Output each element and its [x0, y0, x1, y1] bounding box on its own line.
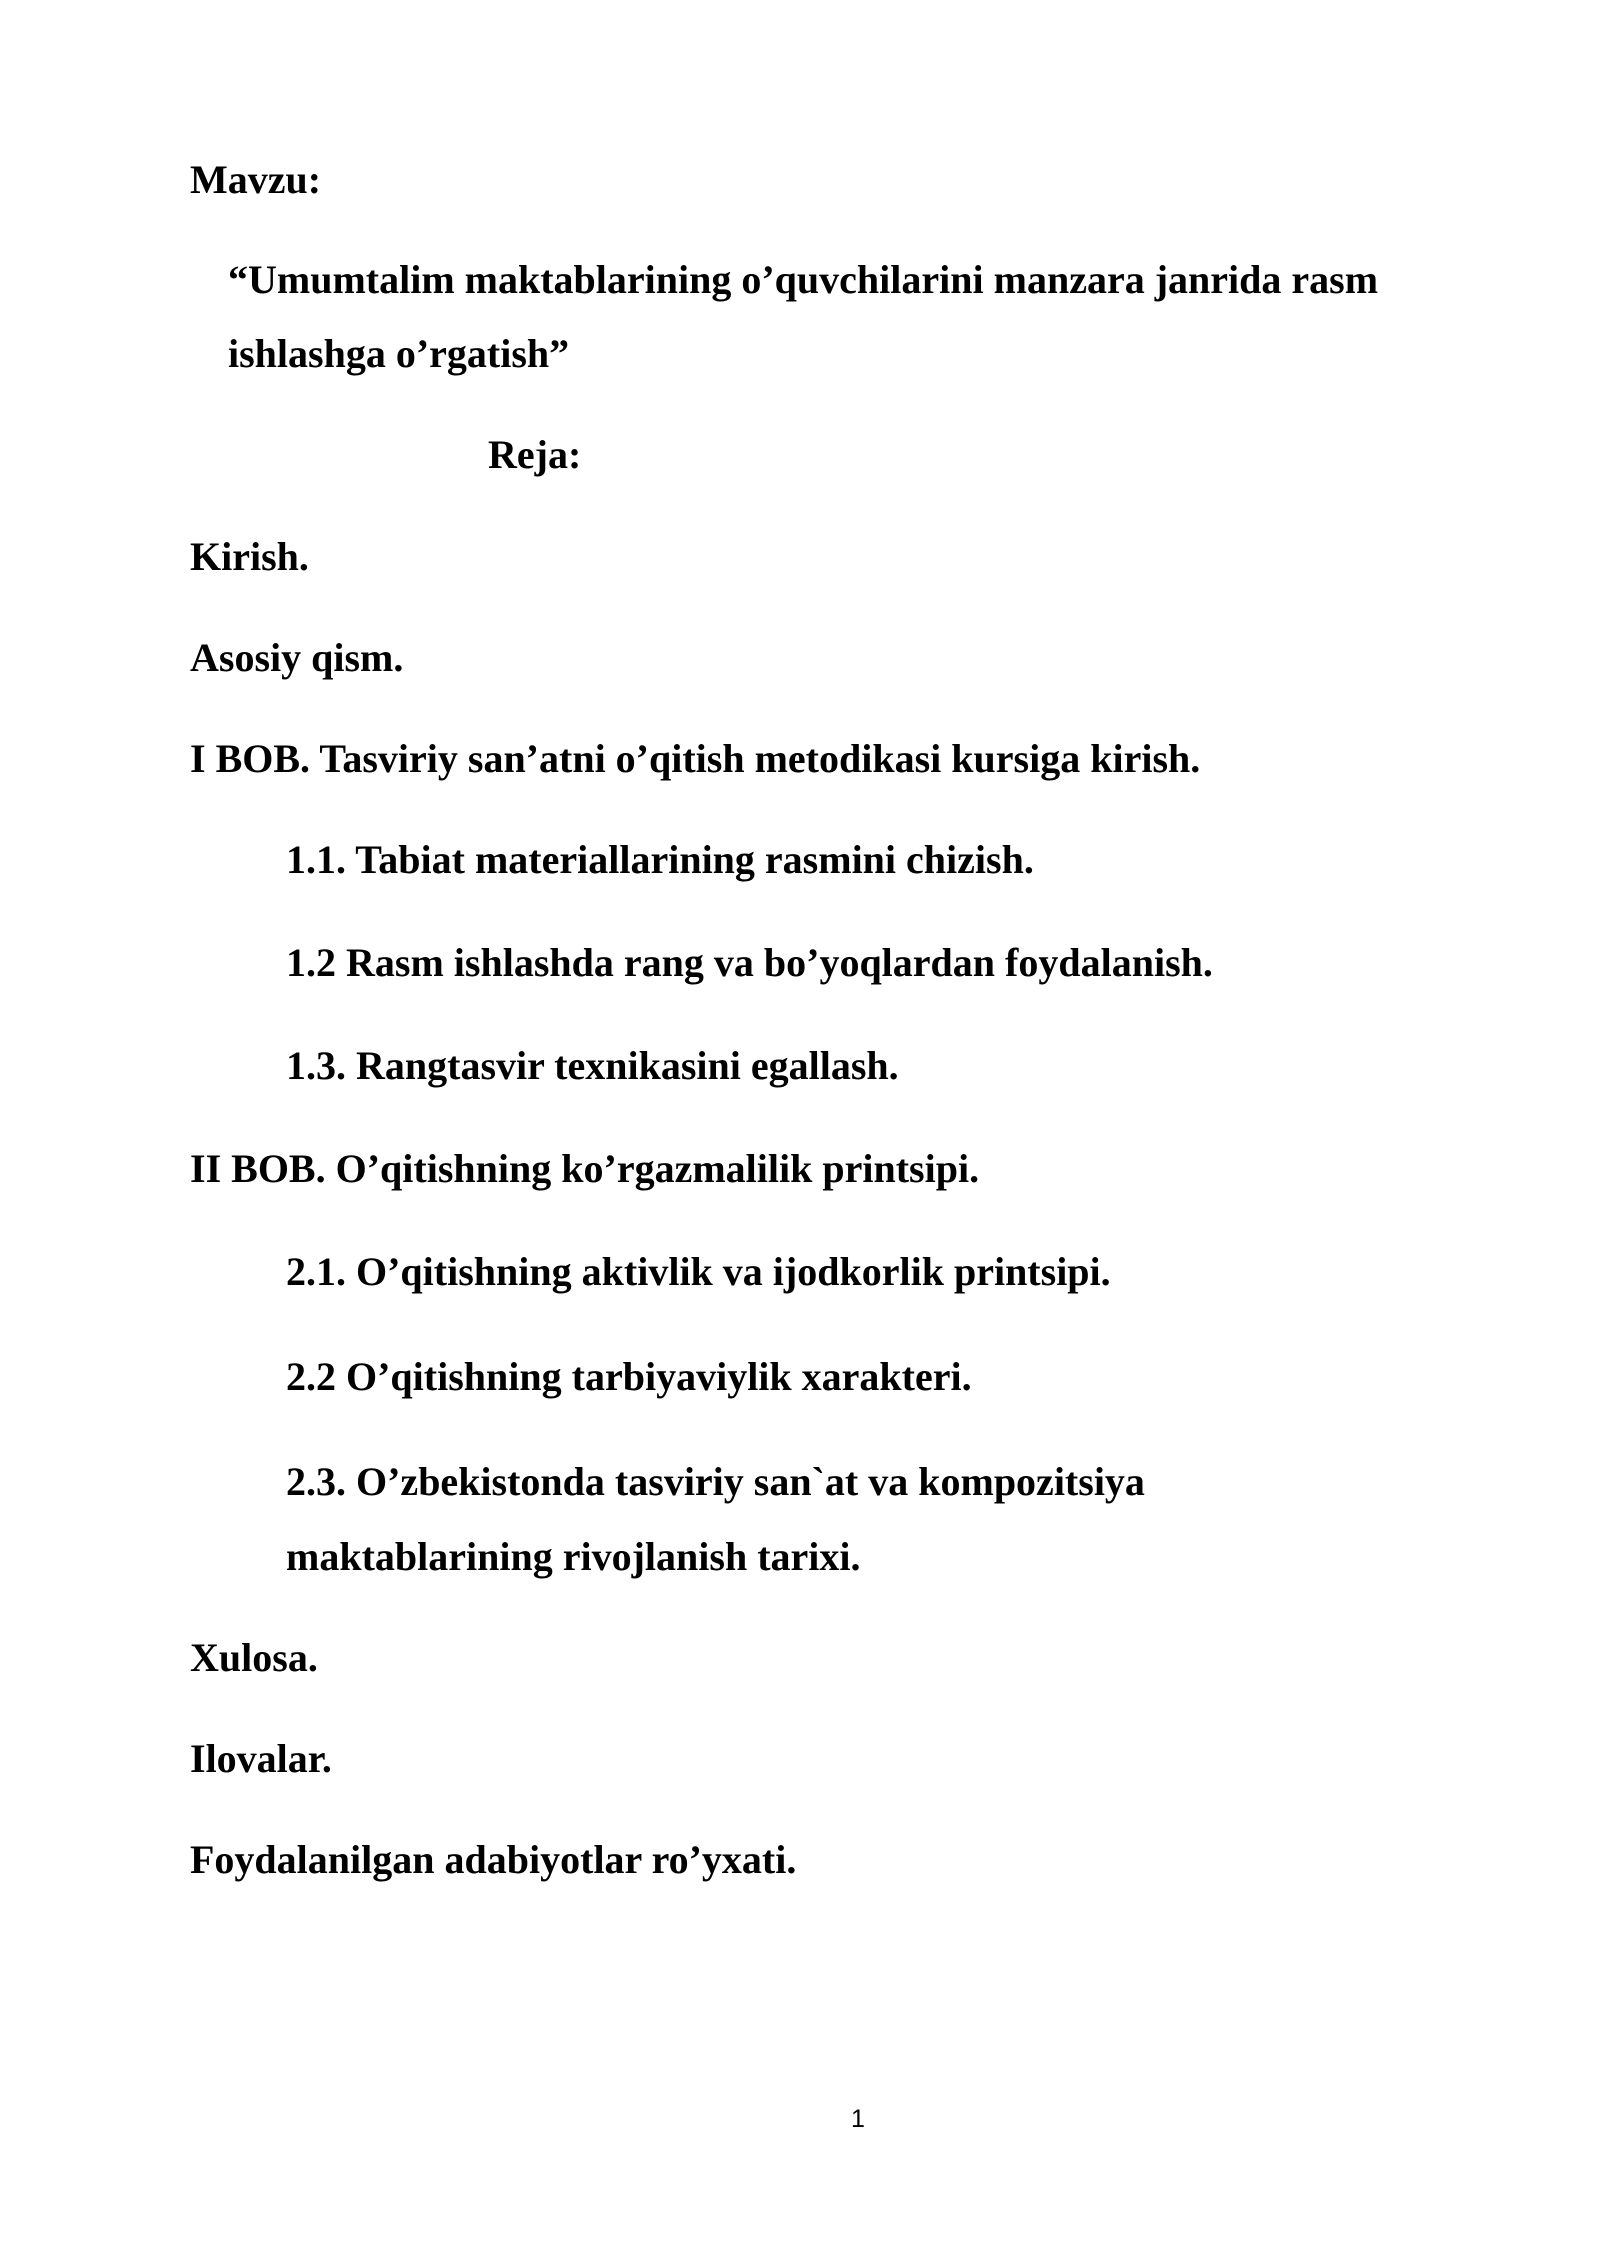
plan-heading: Reja:: [488, 432, 582, 477]
toc-item-chapter-1: I BOB. Tasviriy san’atni o’qitish metodikasi kursiga kirish.: [190, 736, 1201, 781]
toc-item-references: Foydalanilgan adabiyotlar ro’yxati.: [190, 1837, 797, 1882]
toc-item-section-1-1: 1.1. Tabiat materiallarining rasmini chizish.: [286, 837, 1034, 882]
toc-item-intro: Kirish.: [190, 534, 309, 579]
toc-item-section-1-2: 1.2 Rasm ishlashda rang va bo’yoqlardan foydalanish.: [286, 940, 1213, 985]
toc-item-section-2-3-line-1: 2.3. O’zbekistonda tasviriy san`at va kompozitsiya: [286, 1459, 1145, 1504]
toc-item-appendices: Ilovalar.: [190, 1736, 332, 1781]
toc-item-section-1-3: 1.3. Rangtasvir texnikasini egallash.: [286, 1043, 899, 1088]
topic-title-line-2: ishlashga o’rgatish”: [228, 331, 570, 376]
toc-item-main-part: Asosiy qism.: [190, 635, 404, 680]
topic-label: Mavzu:: [190, 157, 322, 202]
toc-item-conclusion: Xulosa.: [190, 1635, 318, 1680]
toc-item-section-2-1: 2.1. O’qitishning aktivlik va ijodkorlik printsipi.: [286, 1249, 1111, 1294]
toc-item-chapter-2: II BOB. O’qitishning ko’rgazmalilik printsipi.: [190, 1146, 980, 1191]
page-number: 1: [851, 2105, 865, 2133]
toc-item-section-2-3-line-2: maktablarining rivojlanish tarixi.: [286, 1534, 861, 1579]
toc-item-section-2-2: 2.2 O’qitishning tarbiyaviylik xarakteri.: [286, 1354, 972, 1399]
topic-title-line-1: “Umumtalim maktablarining o’quvchilarini manzara janrida rasm: [228, 257, 1379, 302]
